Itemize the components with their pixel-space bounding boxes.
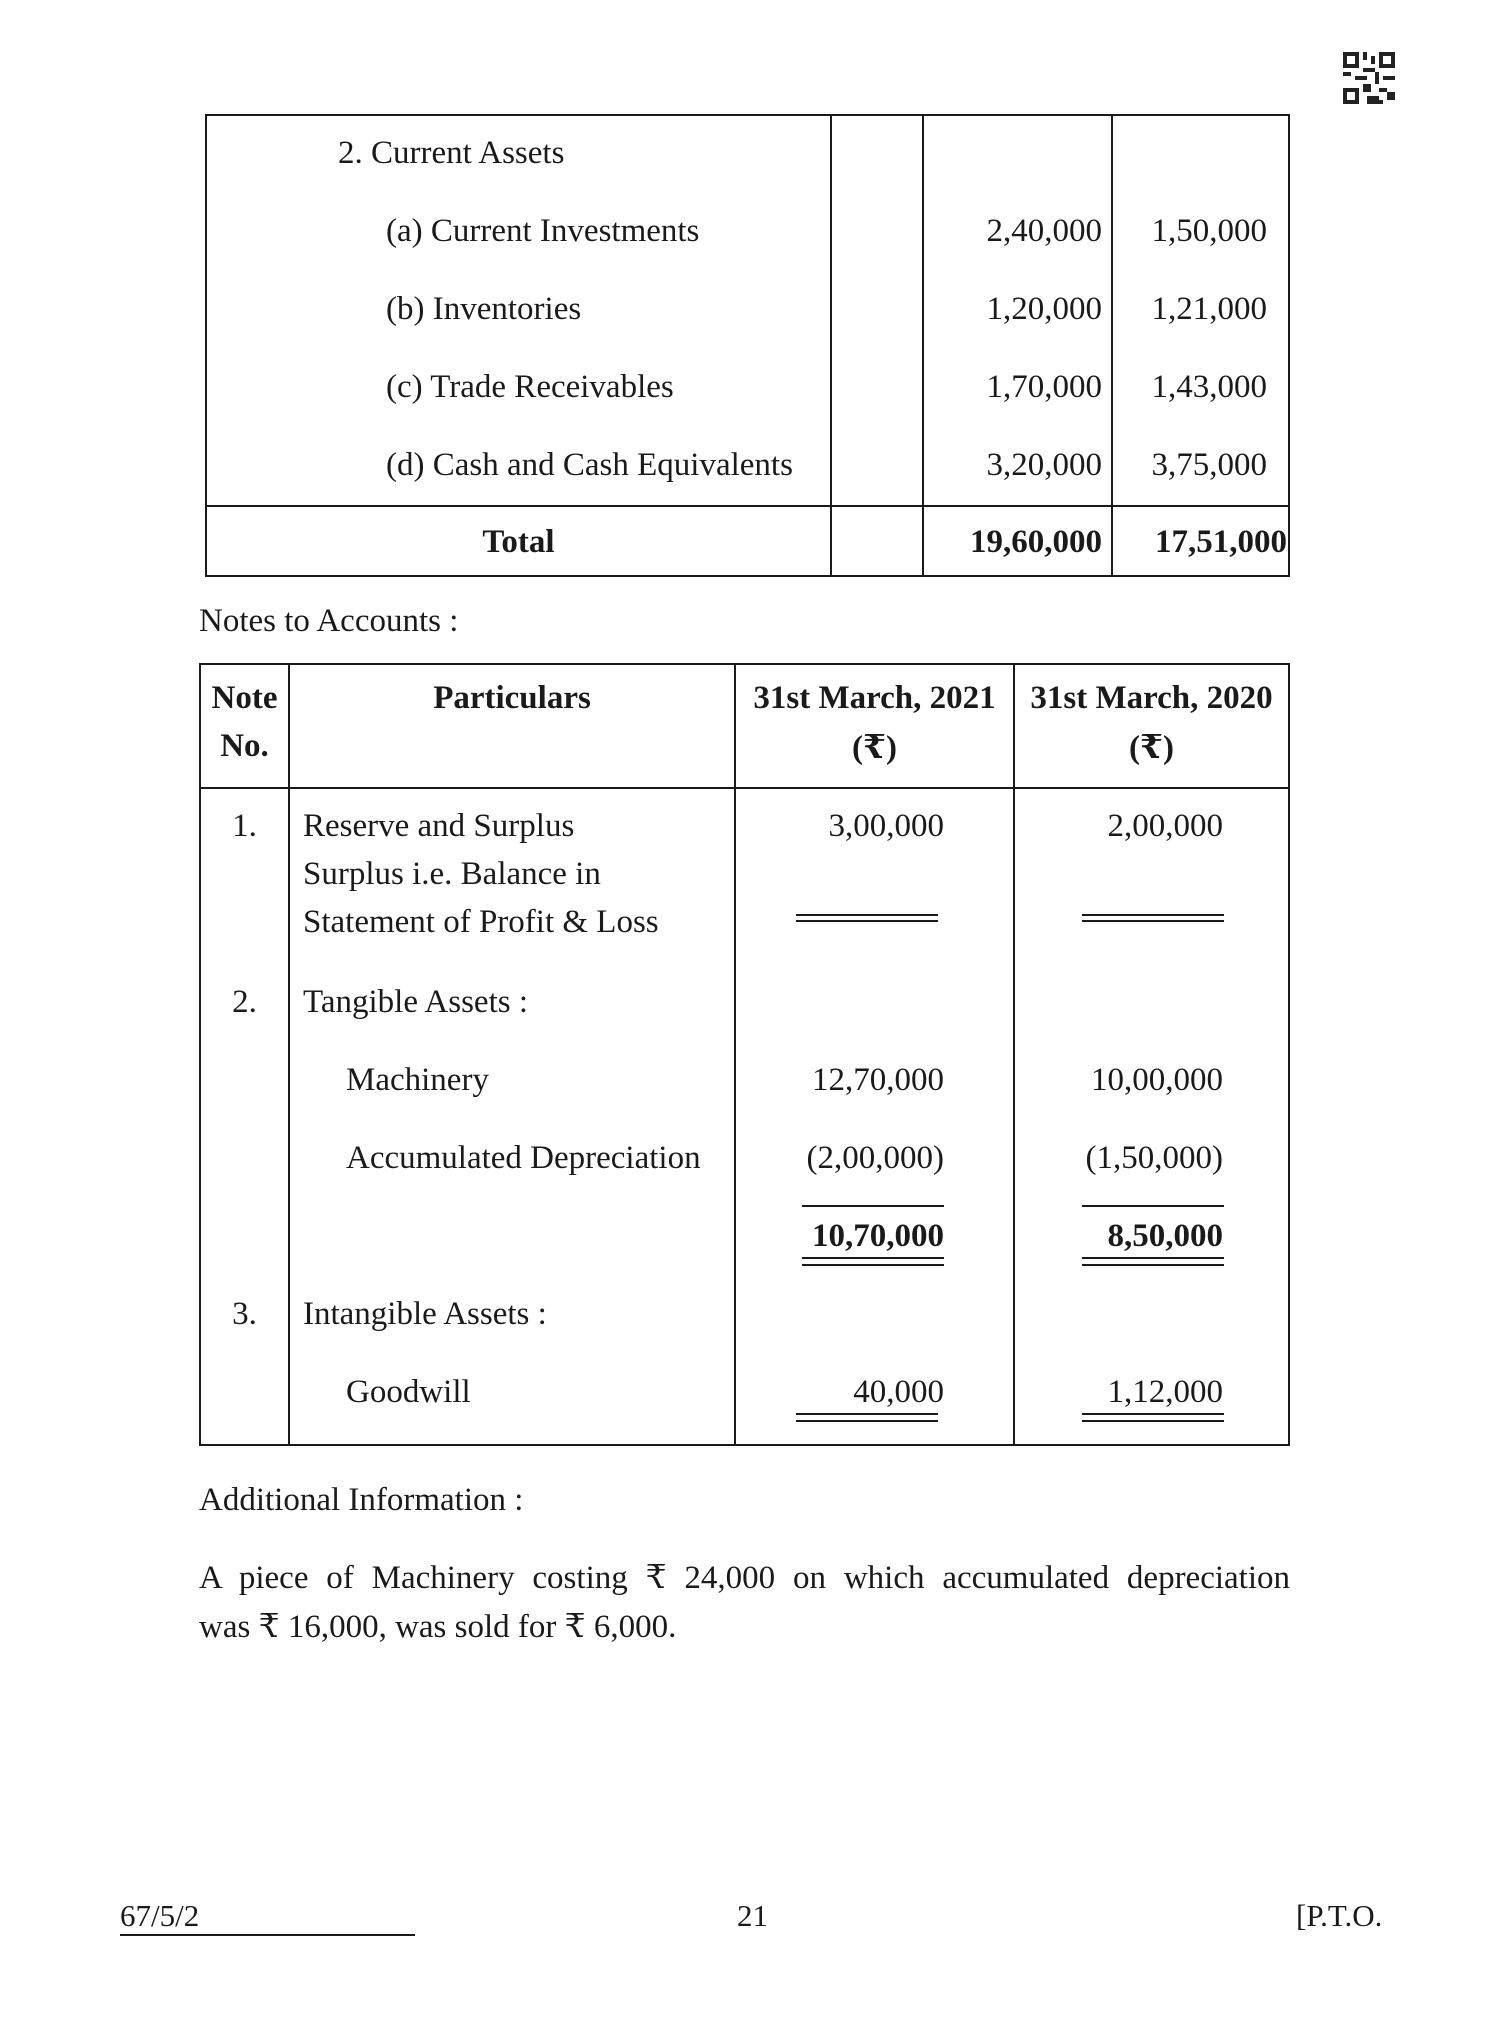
current-investments-2020: 1,50,000 <box>1151 213 1267 249</box>
goodwill-label: Goodwill <box>346 1374 471 1410</box>
note1-line1: Reserve and Surplus <box>303 808 575 844</box>
trade-receivables-2020: 1,43,000 <box>1151 369 1267 405</box>
machinery-label: Machinery <box>346 1062 489 1098</box>
note1-2021: 3,00,000 <box>828 808 944 844</box>
trade-receivables-2021: 1,70,000 <box>986 369 1102 405</box>
header-2021-line1: 31st March, 2021 <box>753 680 996 716</box>
total-2020: 17,51,000 <box>1155 524 1287 560</box>
additional-info-line2: was ₹ 16,000, was sold for ₹ 6,000. <box>199 1609 677 1645</box>
goodwill-2021: 40,000 <box>853 1374 944 1410</box>
header-2020-line2: (₹) <box>1129 730 1174 766</box>
inventories-2020: 1,21,000 <box>1151 291 1267 327</box>
trade-receivables-label: (c) Trade Receivables <box>386 369 674 405</box>
total-2021: 19,60,000 <box>970 524 1102 560</box>
qr-code-icon <box>1343 52 1395 104</box>
machinery-2020: 10,00,000 <box>1091 1062 1223 1098</box>
net-tangible-2021: 10,70,000 <box>812 1218 944 1254</box>
current-assets-heading: 2. Current Assets <box>338 135 565 171</box>
accumulated-depreciation-2021: (2,00,000) <box>806 1140 944 1176</box>
header-note-no-line2: No. <box>220 728 269 764</box>
note3-number: 3. <box>232 1296 257 1332</box>
header-note-no-line1: Note <box>211 680 278 716</box>
header-particulars: Particulars <box>433 680 591 716</box>
page-number: 21 <box>737 1898 768 1933</box>
total-label: Total <box>482 524 555 560</box>
note3-title: Intangible Assets : <box>303 1296 547 1332</box>
goodwill-2020: 1,12,000 <box>1107 1374 1223 1410</box>
accumulated-depreciation-2020: (1,50,000) <box>1085 1140 1223 1176</box>
cash-equivalents-label: (d) Cash and Cash Equivalents <box>386 447 793 483</box>
paper-code: 67/5/2 <box>120 1898 200 1933</box>
additional-info-line1: A piece of Machinery costing ₹ 24,000 on which accumulated depreciation <box>199 1560 1290 1596</box>
header-2020-line1: 31st March, 2020 <box>1030 680 1273 716</box>
machinery-2021: 12,70,000 <box>812 1062 944 1098</box>
current-investments-label: (a) Current Investments <box>386 213 700 249</box>
note1-number: 1. <box>232 808 257 844</box>
accumulated-depreciation-label: Accumulated Depreciation <box>346 1140 701 1176</box>
pto-marker: [P.T.O. <box>1296 1898 1383 1933</box>
note2-number: 2. <box>232 984 257 1020</box>
inventories-2021: 1,20,000 <box>986 291 1102 327</box>
note1-line2: Surplus i.e. Balance in <box>303 856 601 892</box>
notes-heading: Notes to Accounts : <box>199 603 459 639</box>
cash-equivalents-2021: 3,20,000 <box>986 447 1102 483</box>
note1-line3: Statement of Profit & Loss <box>303 904 659 940</box>
header-2021-line2: (₹) <box>852 730 897 766</box>
cash-equivalents-2020: 3,75,000 <box>1151 447 1267 483</box>
note1-2020: 2,00,000 <box>1107 808 1223 844</box>
current-investments-2021: 2,40,000 <box>986 213 1102 249</box>
net-tangible-2020: 8,50,000 <box>1107 1218 1223 1254</box>
note2-title: Tangible Assets : <box>303 984 529 1020</box>
inventories-label: (b) Inventories <box>386 291 582 327</box>
additional-info-heading: Additional Information : <box>199 1482 524 1518</box>
